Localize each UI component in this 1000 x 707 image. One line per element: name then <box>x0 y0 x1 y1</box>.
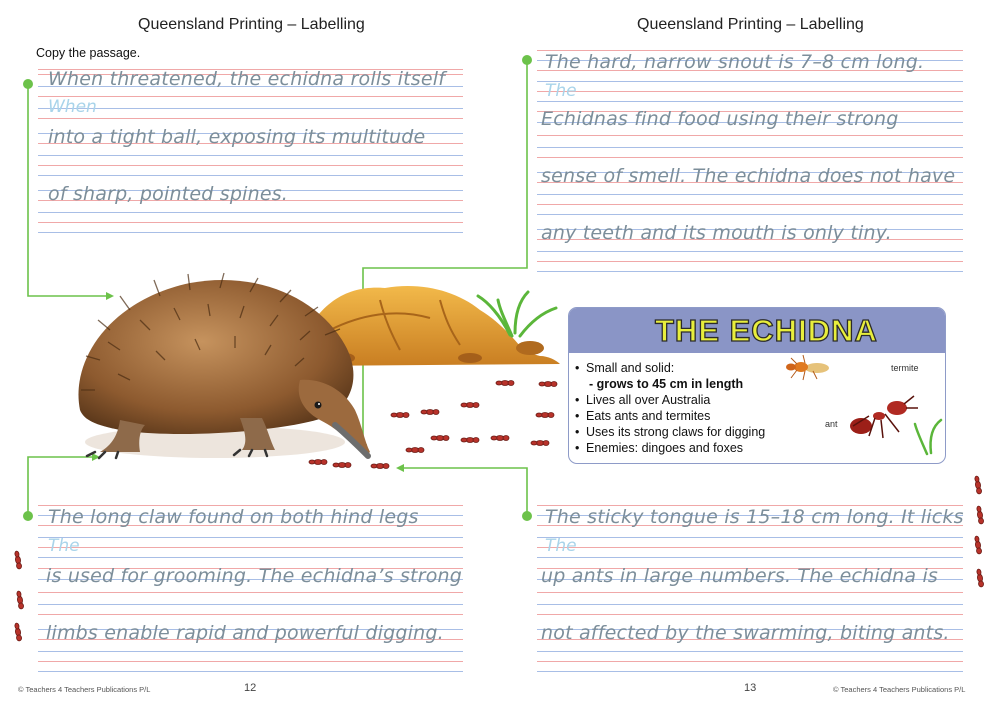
ant-icon <box>850 396 918 438</box>
trace-line: up ants in large numbers. The echidna is <box>541 565 939 587</box>
copyright-left: © Teachers 4 Teachers Publications P/L <box>18 685 151 694</box>
ghost-word: When <box>48 97 97 117</box>
trace-line: The hard, narrow snout is 7–8 cm long. <box>545 51 925 73</box>
ghost-word: The <box>545 81 577 101</box>
trace-line: of sharp, pointed spines. <box>48 183 289 205</box>
trace-line: any teeth and its mouth is only tiny. <box>541 222 892 244</box>
fact-item: • Small and solid: <box>575 360 765 376</box>
writing-block-left-top <box>38 66 463 237</box>
termite-label: termite <box>891 363 919 373</box>
grass <box>478 292 556 336</box>
arrow-head <box>92 453 100 461</box>
fact-item: • Eats ants and termites <box>575 408 765 424</box>
trace-line: sense of smell. The echidna does not have <box>541 165 956 187</box>
info-box-title: THE ECHIDNA <box>655 313 878 348</box>
writing-block-left-bottom <box>38 505 463 676</box>
trace-line: The long claw found on both hind legs <box>48 506 419 528</box>
instruction-text: Copy the passage. <box>36 46 141 60</box>
fact-item: • Uses its strong claws for digging <box>575 424 765 440</box>
arrow-head <box>396 464 404 472</box>
info-box-illustrations <box>569 308 945 463</box>
fact-item: • Lives all over Australia <box>575 392 765 408</box>
echidna-info-box <box>568 307 946 464</box>
trace-line: limbs enable rapid and powerful digging. <box>46 622 444 644</box>
writing-block-right-top <box>537 48 963 276</box>
trace-line: The sticky tongue is 15–18 cm long. It licks <box>545 506 964 528</box>
fact-item: - grows to 45 cm in length <box>589 377 744 391</box>
fact-item: • Enemies: dingoes and foxes <box>575 440 765 456</box>
page-number-left: 12 <box>244 682 257 694</box>
ghost-word: The <box>48 536 80 556</box>
ghost-word: The <box>545 536 577 556</box>
writing-block-right-bottom <box>537 505 963 676</box>
termite-icon <box>786 355 829 380</box>
termite-mound <box>300 286 560 366</box>
trace-line: Echidnas find food using their strong <box>541 108 899 130</box>
arrow-head <box>359 444 367 452</box>
left-page-header: Queensland Printing – Labelling <box>138 16 365 33</box>
copyright-right: © Teachers 4 Teachers Publications P/L <box>833 685 966 694</box>
echidna-illustration <box>78 273 370 458</box>
right-page-header: Queensland Printing – Labelling <box>637 16 864 33</box>
page-number-right: 13 <box>744 682 757 694</box>
trace-line: is used for grooming. The echidna’s strong <box>46 565 463 587</box>
trace-line: not affected by the swarming, biting ants. <box>541 622 950 644</box>
arrow-head <box>106 292 114 300</box>
ant-label: ant <box>825 419 838 429</box>
trace-line: into a tight ball, exposing its multitude <box>48 126 426 148</box>
grass-icon <box>915 420 941 454</box>
trace-line: When threatened, the echidna rolls itself <box>48 68 446 90</box>
